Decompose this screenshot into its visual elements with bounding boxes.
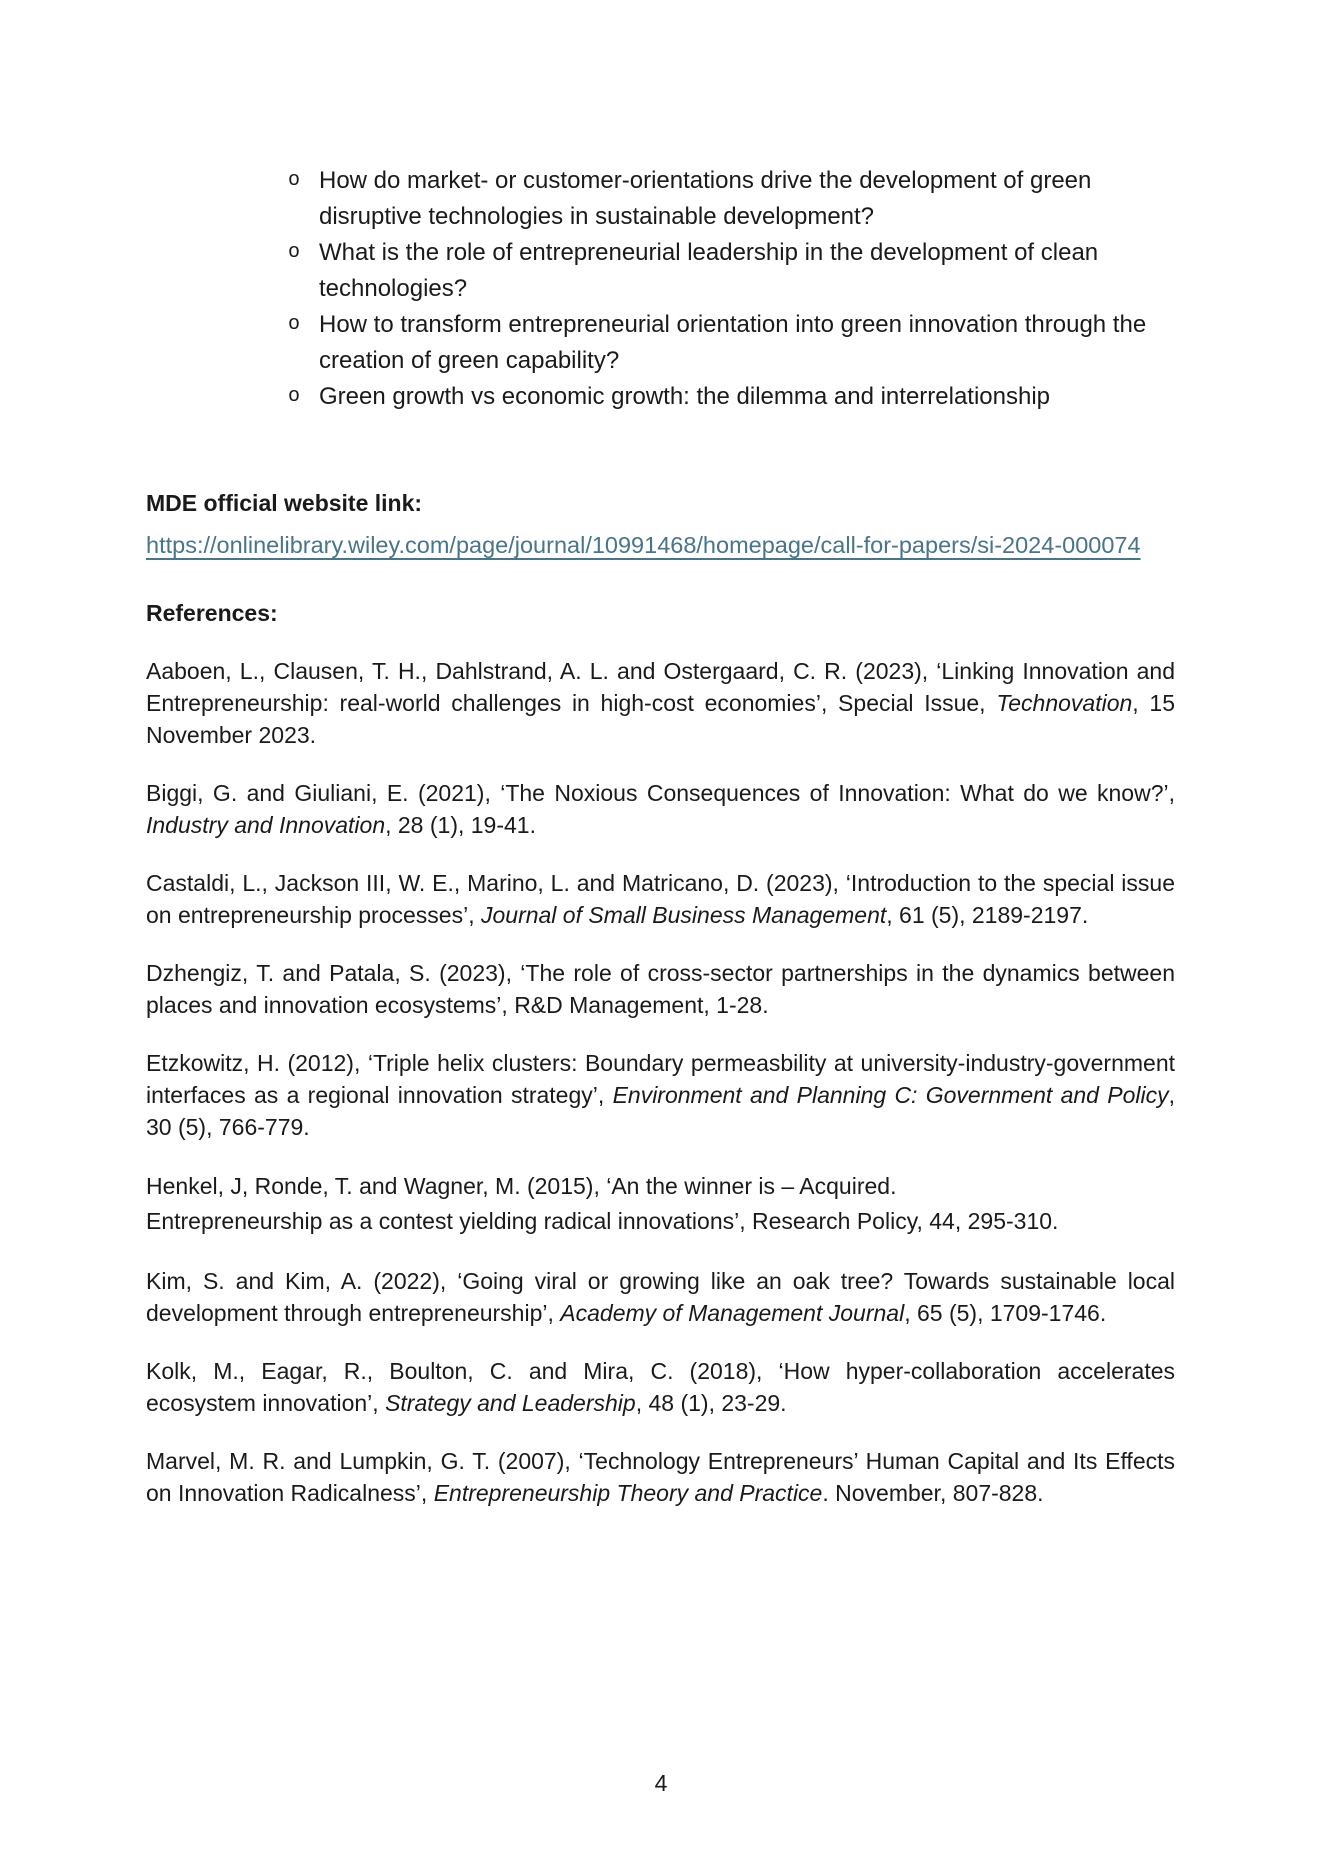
reference-entry: Aaboen, L., Clausen, T. H., Dahlstrand, A. L. and Ostergaard, C. R. (2023), ‘Linking Innovation and Entrepreneurship: real-world challenges in high-cost economies’, Special Issue, Technovation, 15 November 2023. xyxy=(146,658,1175,748)
page-number: 4 xyxy=(654,1770,668,1796)
bullet-item xyxy=(146,163,1175,235)
reference-entry: Castaldi, L., Jackson III, W. E., Marino, L. and Matricano, D. (2023), ‘Introduction to the special issue on entrepreneurship processes’, Journal of Small Business Management, 61 (5), 2189-2197. xyxy=(146,870,1175,928)
references-list xyxy=(146,655,1175,1509)
bullet-item xyxy=(146,379,1175,415)
reference-entry: Biggi, G. and Giuliani, E. (2021), ‘The Noxious Consequences of Innovation: What do we know?’, Industry and Innovation, 28 (1), 19-41. xyxy=(146,780,1175,838)
bullet-list xyxy=(146,163,1175,415)
bullet-marker: o xyxy=(288,313,301,336)
bullet-text: How do market- or customer-orientations drive the development of green disruptive technologies in sustainable development? xyxy=(319,167,1092,230)
bullet-text: What is the role of entrepreneurial leadership in the development of clean technologies? xyxy=(319,239,1099,302)
reference-entry: Etzkowitz, H. (2012), ‘Triple helix clusters: Boundary permeasbility at university-industry-government interfaces as a regional innovation strategy’, Environment and Planning C: Government and Policy, 30 (5), 766-779. xyxy=(146,1050,1175,1140)
bullet-text: Green growth vs economic growth: the dilemma and interrelationship xyxy=(319,383,1051,410)
reference-entry: Dzhengiz, T. and Patala, S. (2023), ‘The role of cross-sector partnerships in the dynamics between places and innovation ecosystems’, R&D Management, 1-28. xyxy=(146,960,1175,1018)
references-heading: References: xyxy=(146,600,278,626)
reference-entry: Kolk, M., Eagar, R., Boulton, C. and Mira, C. (2018), ‘How hyper-collaboration accelerates ecosystem innovation’, Strategy and Leadership, 48 (1), 23-29. xyxy=(146,1358,1175,1416)
bullet-marker: o xyxy=(288,241,301,264)
bullet-marker: o xyxy=(288,385,301,408)
website-link-paragraph xyxy=(146,525,1175,565)
bullet-item xyxy=(146,307,1175,379)
reference-entry: Marvel, M. R. and Lumpkin, G. T. (2007), ‘Technology Entrepreneurs’ Human Capital and Its Effects on Innovation Radicalness’, Entrepreneurship Theory and Practice. November, 807-828. xyxy=(146,1448,1175,1506)
reference-entry: Kim, S. and Kim, A. (2022), ‘Going viral or growing like an oak tree? Towards sustainable local development through entrepreneurship’, Academy of Management Journal, 65 (5), 1709-1746. xyxy=(146,1268,1175,1326)
website-heading: MDE official website link: xyxy=(146,490,423,516)
bullet-item xyxy=(146,235,1175,307)
bullet-marker: o xyxy=(288,169,301,192)
bullet-text: How to transform entrepreneurial orientation into green innovation through the creation of green capability? xyxy=(319,311,1147,374)
website-link[interactable]: https://onlinelibrary.wiley.com/page/journal/10991468/homepage/call-for-papers/si-2024-000074 xyxy=(146,532,1141,558)
reference-entry: Henkel, J, Ronde, T. and Wagner, M. (2015), ‘An the winner is – Acquired. Entrepreneurship as a contest yielding radical innovations’, Research Policy, 44, 295-310. xyxy=(146,1173,1059,1234)
